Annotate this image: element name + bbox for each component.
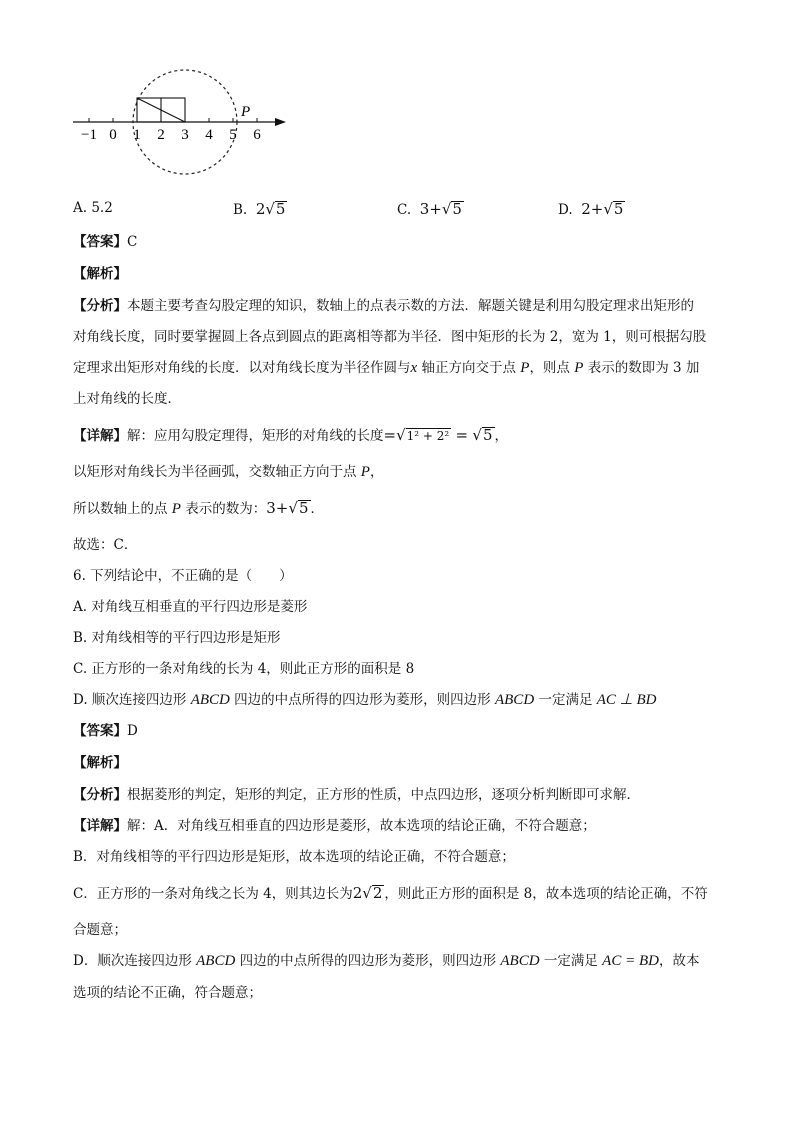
q5-choose: 故选：C． [73, 537, 138, 553]
q5-answer: 【答案】C [73, 234, 138, 250]
axis-tick-label: 4 [205, 127, 213, 143]
q6-option-d: D. 顺次连接四边形 ABCD 四边的中点所得的四边形为菱形，则四边形 ABCD 一定满足 AC ⊥ BD [73, 692, 657, 708]
axis-tick-label: 6 [253, 127, 261, 143]
q6-detail-a: 【详解】解：A．对角线互相垂直的四边形是菱形，故本选项的结论正确，不符合题意； [73, 818, 596, 834]
axis-tick-label: 0 [109, 127, 117, 143]
q6-option-c: C. 正方形的一条对角线的长为 4，则此正方形的面积是 8 [73, 661, 415, 677]
q5-fenxi-line3: 定理求出矩形对角线的长度．以对角线长度为半径作圆与x 轴正方向交于点 P，则点 P 表示的数即为 3 加 [73, 360, 700, 376]
option-c: C. 3+√5 [397, 200, 462, 218]
point-p-label: P [241, 104, 251, 120]
q5-analysis-tag: 【解析】 [73, 266, 127, 282]
axis-arrow-icon [275, 118, 286, 126]
axis-tick-label: −1 [81, 127, 97, 143]
option-b: B. 2√5 [233, 200, 286, 218]
q6-detail-c2: 合题意； [73, 922, 127, 938]
axis-tick-label: 2 [157, 127, 165, 143]
q6-detail-d2: 选项的结论不正确，符合题意； [73, 985, 262, 1001]
number-line-figure [65, 65, 305, 185]
q5-fenxi-line1: 【分析】本题主要考查勾股定理的知识，数轴上的点表示数的方法．解题关键是利用勾股定理求出矩形的 [73, 298, 694, 314]
q6-stem: 6. 下列结论中，不正确的是（ ） [73, 568, 293, 584]
q6-detail-b: B．对角线相等的平行四边形是矩形，故本选项的结论正确，不符合题意； [73, 849, 515, 865]
axis-tick-label: 5 [229, 127, 237, 143]
q5-fenxi-line4: 上对角线的长度． [73, 391, 181, 407]
q6-analysis-tag: 【解析】 [73, 755, 127, 771]
q6-fenxi: 【分析】根据菱形的判定，矩形的判定，正方形的性质，中点四边形，逐项分析判断即可求解． [73, 787, 640, 803]
q5-detail-line1: 【详解】解：应用勾股定理得，矩形的对角线的长度=√1² + 2² = √5 ， [73, 426, 508, 444]
q6-option-a: A. 对角线互相垂直的平行四边形是菱形 [73, 599, 308, 615]
q6-option-b: B. 对角线相等的平行四边形是矩形 [73, 630, 281, 646]
option-a: A. 5.2 [73, 200, 113, 216]
q6-detail-c1: C．正方形的一条对角线之长为 4，则其边长为2√2 ，则此正方形的面积是 8，故本选项的结论正确，不符 [73, 884, 708, 902]
q5-detail-line3: 所以数轴上的点 P 表示的数为：3+√5 ． [73, 499, 324, 517]
q5-detail-line2: 以矩形对角线长为半径画弧，交数轴正方向于点 P， [73, 464, 384, 480]
option-d: D. 2+√5 [558, 200, 624, 218]
q6-detail-d1: D．顺次连接四边形 ABCD 四边的中点所得的四边形为菱形，则四边形 ABCD 一定满足 AC = BD，故本 [73, 953, 700, 969]
axis-tick-label: 3 [181, 127, 189, 143]
q6-answer: 【答案】D [73, 723, 138, 739]
axis-tick-label: 1 [133, 127, 141, 143]
q5-fenxi-line2: 对角线长度，同时要掌握圆上各点到圆点的距离相等都为半径．图中矩形的长为 2，宽为 1，则可根据勾股 [73, 329, 707, 345]
